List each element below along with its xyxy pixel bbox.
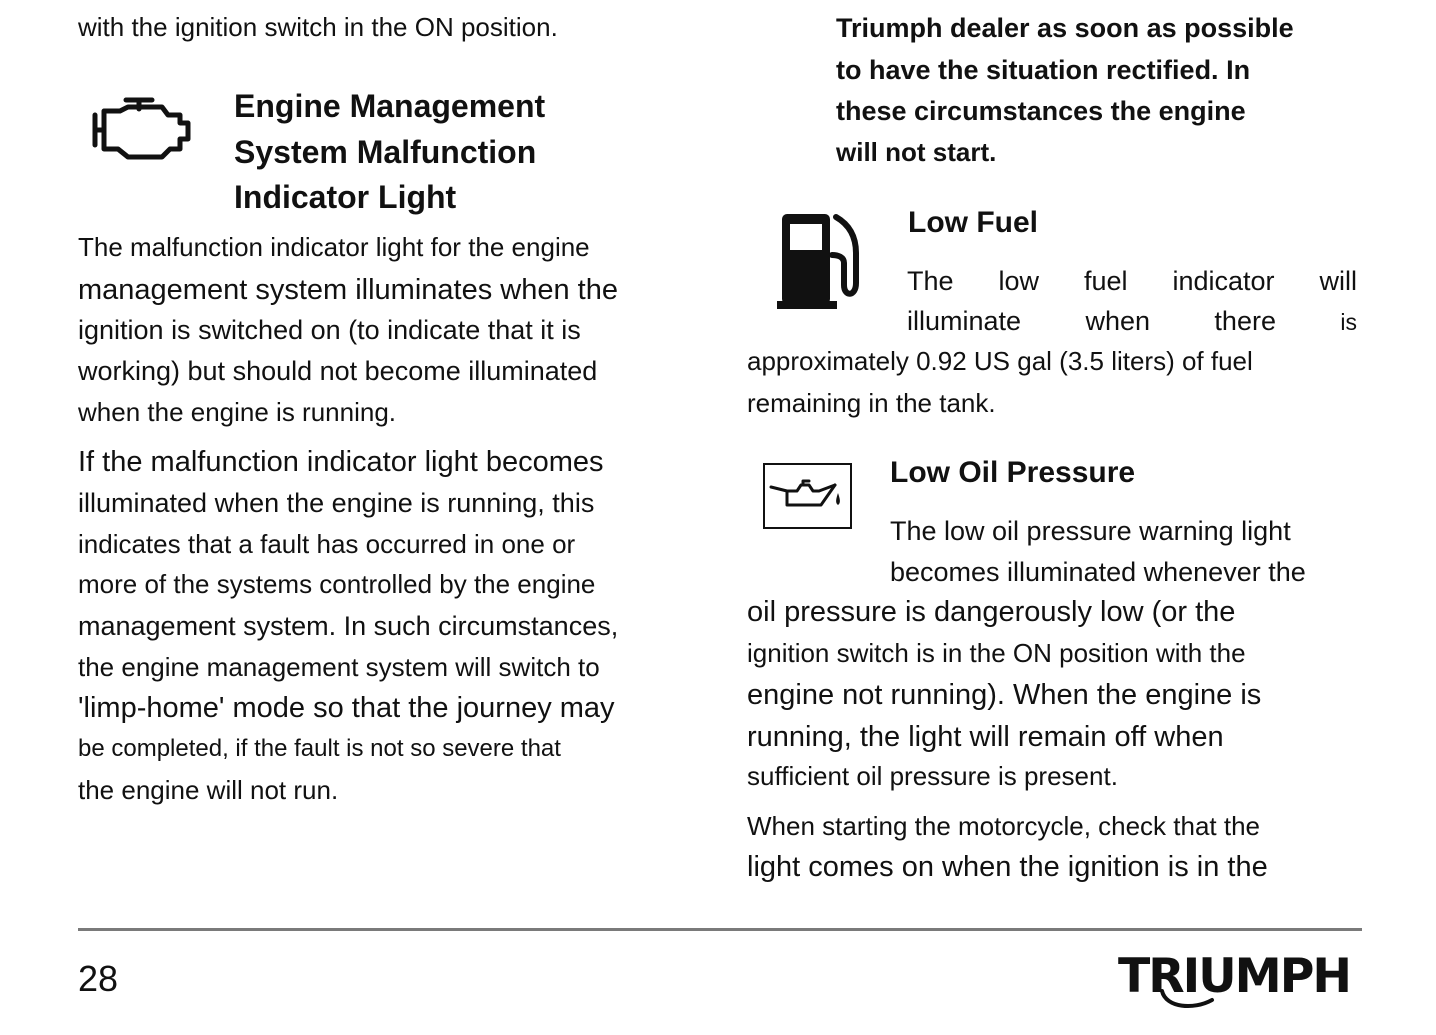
word: low xyxy=(998,266,1039,296)
para2-line: If the malfunction indicator light becomes xyxy=(78,446,604,478)
emms-heading-line-3: Indicator Light xyxy=(234,179,457,215)
para2-line: indicates that a fault has occurred in one or xyxy=(78,529,576,559)
para2-line: management system. In such circumstances, xyxy=(78,611,619,641)
low-oil-line: sufficient oil pressure is present. xyxy=(747,761,1118,791)
low-oil-line: becomes illuminated whenever the xyxy=(890,557,1306,587)
low-fuel-line-2 xyxy=(907,306,1357,337)
triumph-logo-graphic xyxy=(1116,948,1352,1010)
word: will xyxy=(1319,266,1357,296)
low-fuel-line-1 xyxy=(907,266,1357,297)
low-oil-line: running, the light will remain off when xyxy=(747,721,1224,753)
low-oil-line: The low oil pressure warning light xyxy=(890,516,1291,546)
low-oil-para2-line: When starting the motorcycle, check that the xyxy=(747,811,1261,841)
para2-line: more of the systems controlled by the engine xyxy=(78,569,596,599)
para2-line: 'limp-home' mode so that the journey may xyxy=(78,692,615,724)
low-fuel-line-4: remaining in the tank. xyxy=(747,388,996,418)
warning-line: will not start. xyxy=(836,137,997,167)
low-oil-line: ignition switch is in the ON position with the xyxy=(747,638,1246,668)
warning-line: these circumstances the engine xyxy=(836,96,1246,126)
para1-line: working) but should not become illuminated xyxy=(78,356,598,386)
para1-line: ignition is switched on (to indicate that it is xyxy=(78,315,581,345)
continuation-text: with the ignition switch in the ON position. xyxy=(78,12,558,42)
engine-check-icon xyxy=(90,93,194,163)
emms-heading-line-1: Engine Management xyxy=(234,88,546,124)
low-oil-heading: Low Oil Pressure xyxy=(890,456,1136,489)
footer-rule xyxy=(78,928,1362,931)
word: illuminate xyxy=(907,306,1022,336)
low-oil-line: oil pressure is dangerously low (or the xyxy=(747,596,1236,628)
warning-line: Triumph dealer as soon as possible xyxy=(836,13,1294,43)
para1-line: when the engine is running. xyxy=(78,397,397,427)
page-number: 28 xyxy=(78,958,119,999)
word: is xyxy=(1340,309,1357,335)
low-fuel-heading: Low Fuel xyxy=(908,206,1038,239)
logo-text: TRIUMPH xyxy=(1118,949,1350,1004)
para2-line: the engine management system will switch to xyxy=(78,652,600,682)
para2-line: illuminated when the engine is running, this xyxy=(78,488,595,518)
para2-line: the engine will not run. xyxy=(78,775,339,805)
word: when xyxy=(1085,306,1151,336)
fuel-pump-icon xyxy=(776,211,870,311)
oil-can-icon xyxy=(763,463,853,531)
emms-heading-line-2: System Malfunction xyxy=(234,134,537,170)
low-oil-para2-line: light comes on when the ignition is in the xyxy=(747,851,1268,883)
word: indicator xyxy=(1172,266,1275,296)
word: there xyxy=(1214,306,1276,336)
para1-line: The malfunction indicator light for the engine xyxy=(78,232,590,262)
triumph-logo xyxy=(1116,948,1352,1010)
low-oil-line: engine not running). When the engine is xyxy=(747,679,1262,711)
low-fuel-line-3: approximately 0.92 US gal (3.5 liters) of fuel xyxy=(747,346,1253,376)
para1-line: management system illuminates when the xyxy=(78,274,618,306)
warning-line: to have the situation rectified. In xyxy=(836,55,1251,85)
word: fuel xyxy=(1083,266,1128,296)
word: The xyxy=(907,266,954,296)
para2-line: be completed, if the fault is not so severe that xyxy=(78,735,561,762)
